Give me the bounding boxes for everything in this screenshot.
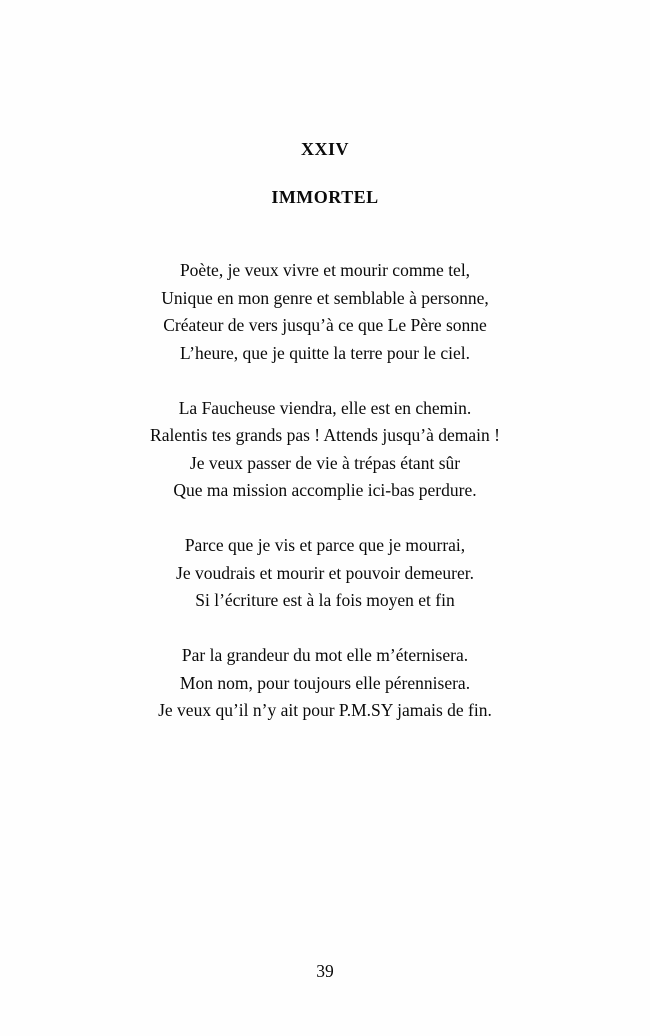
poem-line: Je veux qu’il n’y ait pour P.M.SY jamais de fin. [158,700,492,720]
poem-line: Parce que je vis et parce que je mourrai, [184,535,466,555]
poem-line: Mon nom, pour toujours elle pérennisera. [179,672,471,693]
poem-line: L’heure, que je quitte la terre pour le ciel. [180,342,470,363]
poem-title: IMMORTEL [271,187,379,207]
poem-line: Créateur de vers jusqu’à ce que Le Père sonne [163,315,487,335]
poem-line: Je voudrais et mourir et pouvoir demeurer. [176,562,474,583]
poem-line: Unique en mon genre et semblable à personne, [161,287,489,308]
poem-line: Ralentis tes grands pas ! Attends jusqu’à demain ! [150,425,500,445]
page-number: 39 [316,961,334,981]
stanza-2 [0,395,650,505]
stanza-4 [0,642,650,725]
poem-line: Poète, je veux vivre et mourir comme tel, [179,260,471,280]
poem-line: Que ma mission accomplie ici-bas perdure. [173,480,477,500]
poem-line: Si l’écriture est à la fois moyen et fin [195,590,455,610]
section-number: XXIV [300,139,349,159]
page-footer [0,960,650,982]
poem-header [0,0,650,206]
stanza-1 [0,257,650,367]
poem-line: Par la grandeur du mot elle m’éternisera. [181,645,469,665]
poem-line: Je veux passer de vie à trépas étant sûr [189,452,461,473]
poem-body [0,257,650,725]
poem-line: La Faucheuse viendra, elle est en chemin. [178,397,472,418]
stanza-3 [0,532,650,615]
